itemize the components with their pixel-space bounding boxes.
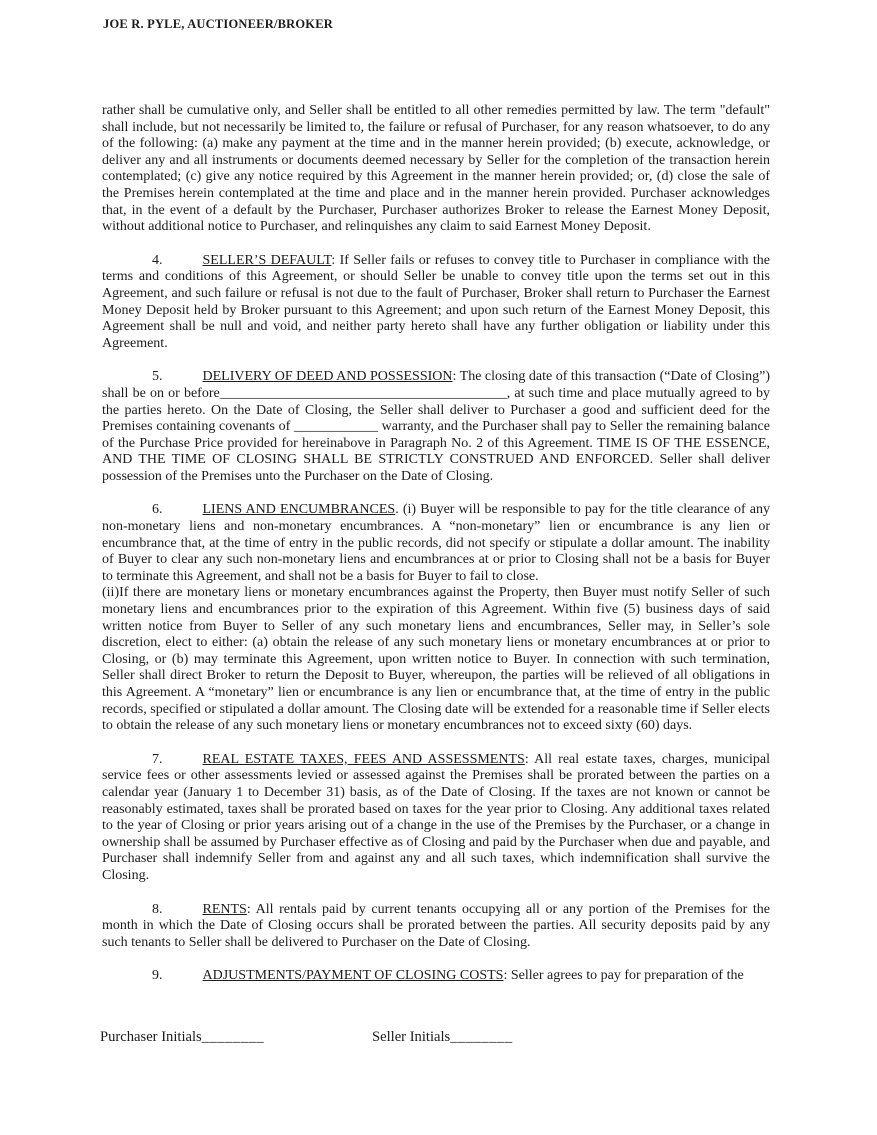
paragraph-text: Seller agrees to pay for preparation of the bbox=[510, 968, 744, 984]
initials-footer bbox=[100, 1029, 513, 1046]
paragraph-text-part-ii: (ii)If there are monetary liens or monetary encumbrances against the Property, then Buyer must notify Seller of such monetary liens and encumbrances prior to the expiration of this Agreement. Within five (5) business days of said written notice from Buyer to Seller of any such monetary liens and encumbrances, Seller may, in Seller’s sole discretion, elect to either: (a) obtain the release of any such monetary liens or monetary encumbrances at or prior to Closing, or (b) may terminate this Agreement, upon written notice to Buyer. In connection with such termination, Seller shall direct Broker to return the Deposit to Buyer, whereupon, the parties will be relieved of all obligations in this Agreement. A “monetary” lien or encumbrance is any lien or encumbrance that, at the time of entry in the public records, specified or stipulated a dollar amount. The Closing date will be extended for a reasonable time if Seller elects to obtain the release of any such monetary liens or monetary encumbrances not to exceed sixty (60) days. bbox=[102, 585, 770, 734]
paragraph-text: rather shall be cumulative only, and Seller shall be entitled to all other remedies permitted by law. The term "default" shall include, but not necessarily be limited to, the failure or refusal of Purchaser, for any reason whatsoever, to do any of the following: (a) make any payment at the time and in the manner herein provided; (b) execute, acknowledge, or deliver any and all instruments or documents deemed necessary by Seller for the completion of the transaction herein contemplated; (c) give any notice required by this Agreement in the manner herein provided; or, (d) close the sale of the Premises herein contemplated at the time and place and in the manner herein provided. Purchaser acknowledges that, in the event of a default by the Purchaser, Purchaser authorizes Broker to release the Earnest Money Deposit, without additional notice to Purchaser, and relinquishes any claim to said Earnest Money Deposit. bbox=[102, 103, 770, 235]
paragraph-heading: DELIVERY OF DEED AND POSSESSION bbox=[202, 369, 453, 385]
seller-initials-field bbox=[372, 1029, 513, 1045]
paragraph-number: 8. bbox=[152, 901, 163, 917]
paragraph-4-sellers-default bbox=[102, 253, 770, 353]
heading-separator: : bbox=[503, 968, 508, 984]
heading-separator: : bbox=[452, 369, 457, 385]
paragraph-continuation bbox=[102, 103, 770, 236]
page-header-title: JOE R. PYLE, AUCTIONEER/BROKER bbox=[103, 17, 333, 31]
paragraph-text: All real estate taxes, charges, municipal service fees or other assessments levied or assessed against the Premises shall be prorated between the parties on a calendar year (January 1 to December 31) basis, as of the Date of Closing. If the taxes are not known or cannot be reasonably estimated, taxes shall be prorated based on taxes for the year prior to Closing. Any additional taxes related to the year of Closing or prior years arising out of a change in the use of the Premises by the Purchaser, or a change in ownership shall be assumed by Purchaser effective as of Closing and paid by the Purchaser when due and payable, and Purchaser shall indemnify Seller from and against any and all such taxes, which indemnification shall survive the Closing. bbox=[102, 751, 770, 883]
paragraph-5-delivery-of-deed bbox=[102, 369, 770, 485]
purchaser-initials-field bbox=[100, 1029, 372, 1046]
paragraph-8-rents bbox=[102, 902, 770, 952]
paragraph-heading: ADJUSTMENTS/PAYMENT OF CLOSING COSTS bbox=[202, 968, 504, 984]
heading-separator: . bbox=[395, 502, 399, 518]
paragraph-6-liens-and-encumbrances bbox=[102, 502, 770, 734]
paragraph-text: All rentals paid by current tenants occupying all or any portion of the Premises for the month in which the Date of Closing occurs shall be prorated between the parties. All security deposits paid by any such tenants to Seller shall be delivered to Purchaser on the Date of Closing. bbox=[102, 901, 770, 950]
paragraph-heading: REAL ESTATE TAXES, FEES AND ASSESSMENTS bbox=[202, 751, 525, 767]
heading-separator: : bbox=[524, 751, 529, 767]
heading-separator: : bbox=[246, 901, 251, 917]
paragraph-number: 7. bbox=[152, 751, 163, 767]
paragraph-text: If Seller fails or refuses to convey title to Purchaser in compliance with the terms and conditions of this Agreement, or should Seller be unable to convey title upon the terms set out in this Agreement, and such failure or refusal is not due to the fault of Purchaser, Broker shall return to Purchaser the Earnest Money Deposit held by Broker pursuant to this Agreement; and upon such return of the Earnest Money Deposit, this Agreement shall be null and void, and neither party hereto shall have any further obligation or liability under this Agreement. bbox=[102, 252, 771, 351]
paragraph-number: 5. bbox=[152, 369, 163, 385]
paragraph-number: 6. bbox=[152, 502, 163, 518]
seller-initials-label: Seller Initials bbox=[372, 1029, 451, 1045]
paragraph-text: (i) Buyer will be responsible to pay for the title clearance of any non-monetary liens and non-monetary encumbrances. A “non-monetary” lien or encumbrance is any lien or encumbrance that, at the time of entry in the public records, did not specify or stipulate a dollar amount. The inability of Buyer to clear any such non-monetary liens and encumbrances at or prior to Closing shall not be a basis for Buyer to terminate this Agreement, and shall not be a basis for Buyer to fail to close. bbox=[102, 502, 771, 584]
seller-initials-blank-line: ________ bbox=[450, 1029, 513, 1045]
heading-separator: : bbox=[331, 252, 336, 268]
paragraph-9-adjustments-closing-costs bbox=[102, 968, 770, 985]
paragraph-number: 4. bbox=[152, 252, 163, 268]
paragraph-text: The closing date of this transaction (“Date of Closing”) shall be on or before_________________________________________, at such time and place mutually agreed to by the parties hereto. On the Date of Closing, the Seller shall deliver to Purchaser a good and sufficient deed for the Premises containing covenants of ____________ warranty, and the Purchaser shall pay to Seller the remaining balance of the Purchase Price provided for hereinabove in Paragraph No. 2 of this Agreement. TIME IS OF THE ESSENCE, AND THE TIME OF CLOSING SHALL BE STRICTLY CONSTRUED AND ENFORCED. Seller shall deliver possession of the Premises unto the Purchaser on the Date of Closing. bbox=[102, 369, 770, 484]
purchaser-initials-blank-line: ________ bbox=[201, 1029, 265, 1045]
purchaser-initials-label: Purchaser Initials bbox=[100, 1029, 202, 1045]
paragraph-number: 9. bbox=[152, 968, 163, 984]
paragraph-7-real-estate-taxes bbox=[102, 752, 770, 885]
contract-body bbox=[102, 103, 770, 1002]
paragraph-heading: RENTS bbox=[202, 901, 247, 917]
paragraph-heading: LIENS AND ENCUMBRANCES bbox=[202, 502, 396, 518]
paragraph-heading: SELLER’S DEFAULT bbox=[202, 252, 332, 268]
